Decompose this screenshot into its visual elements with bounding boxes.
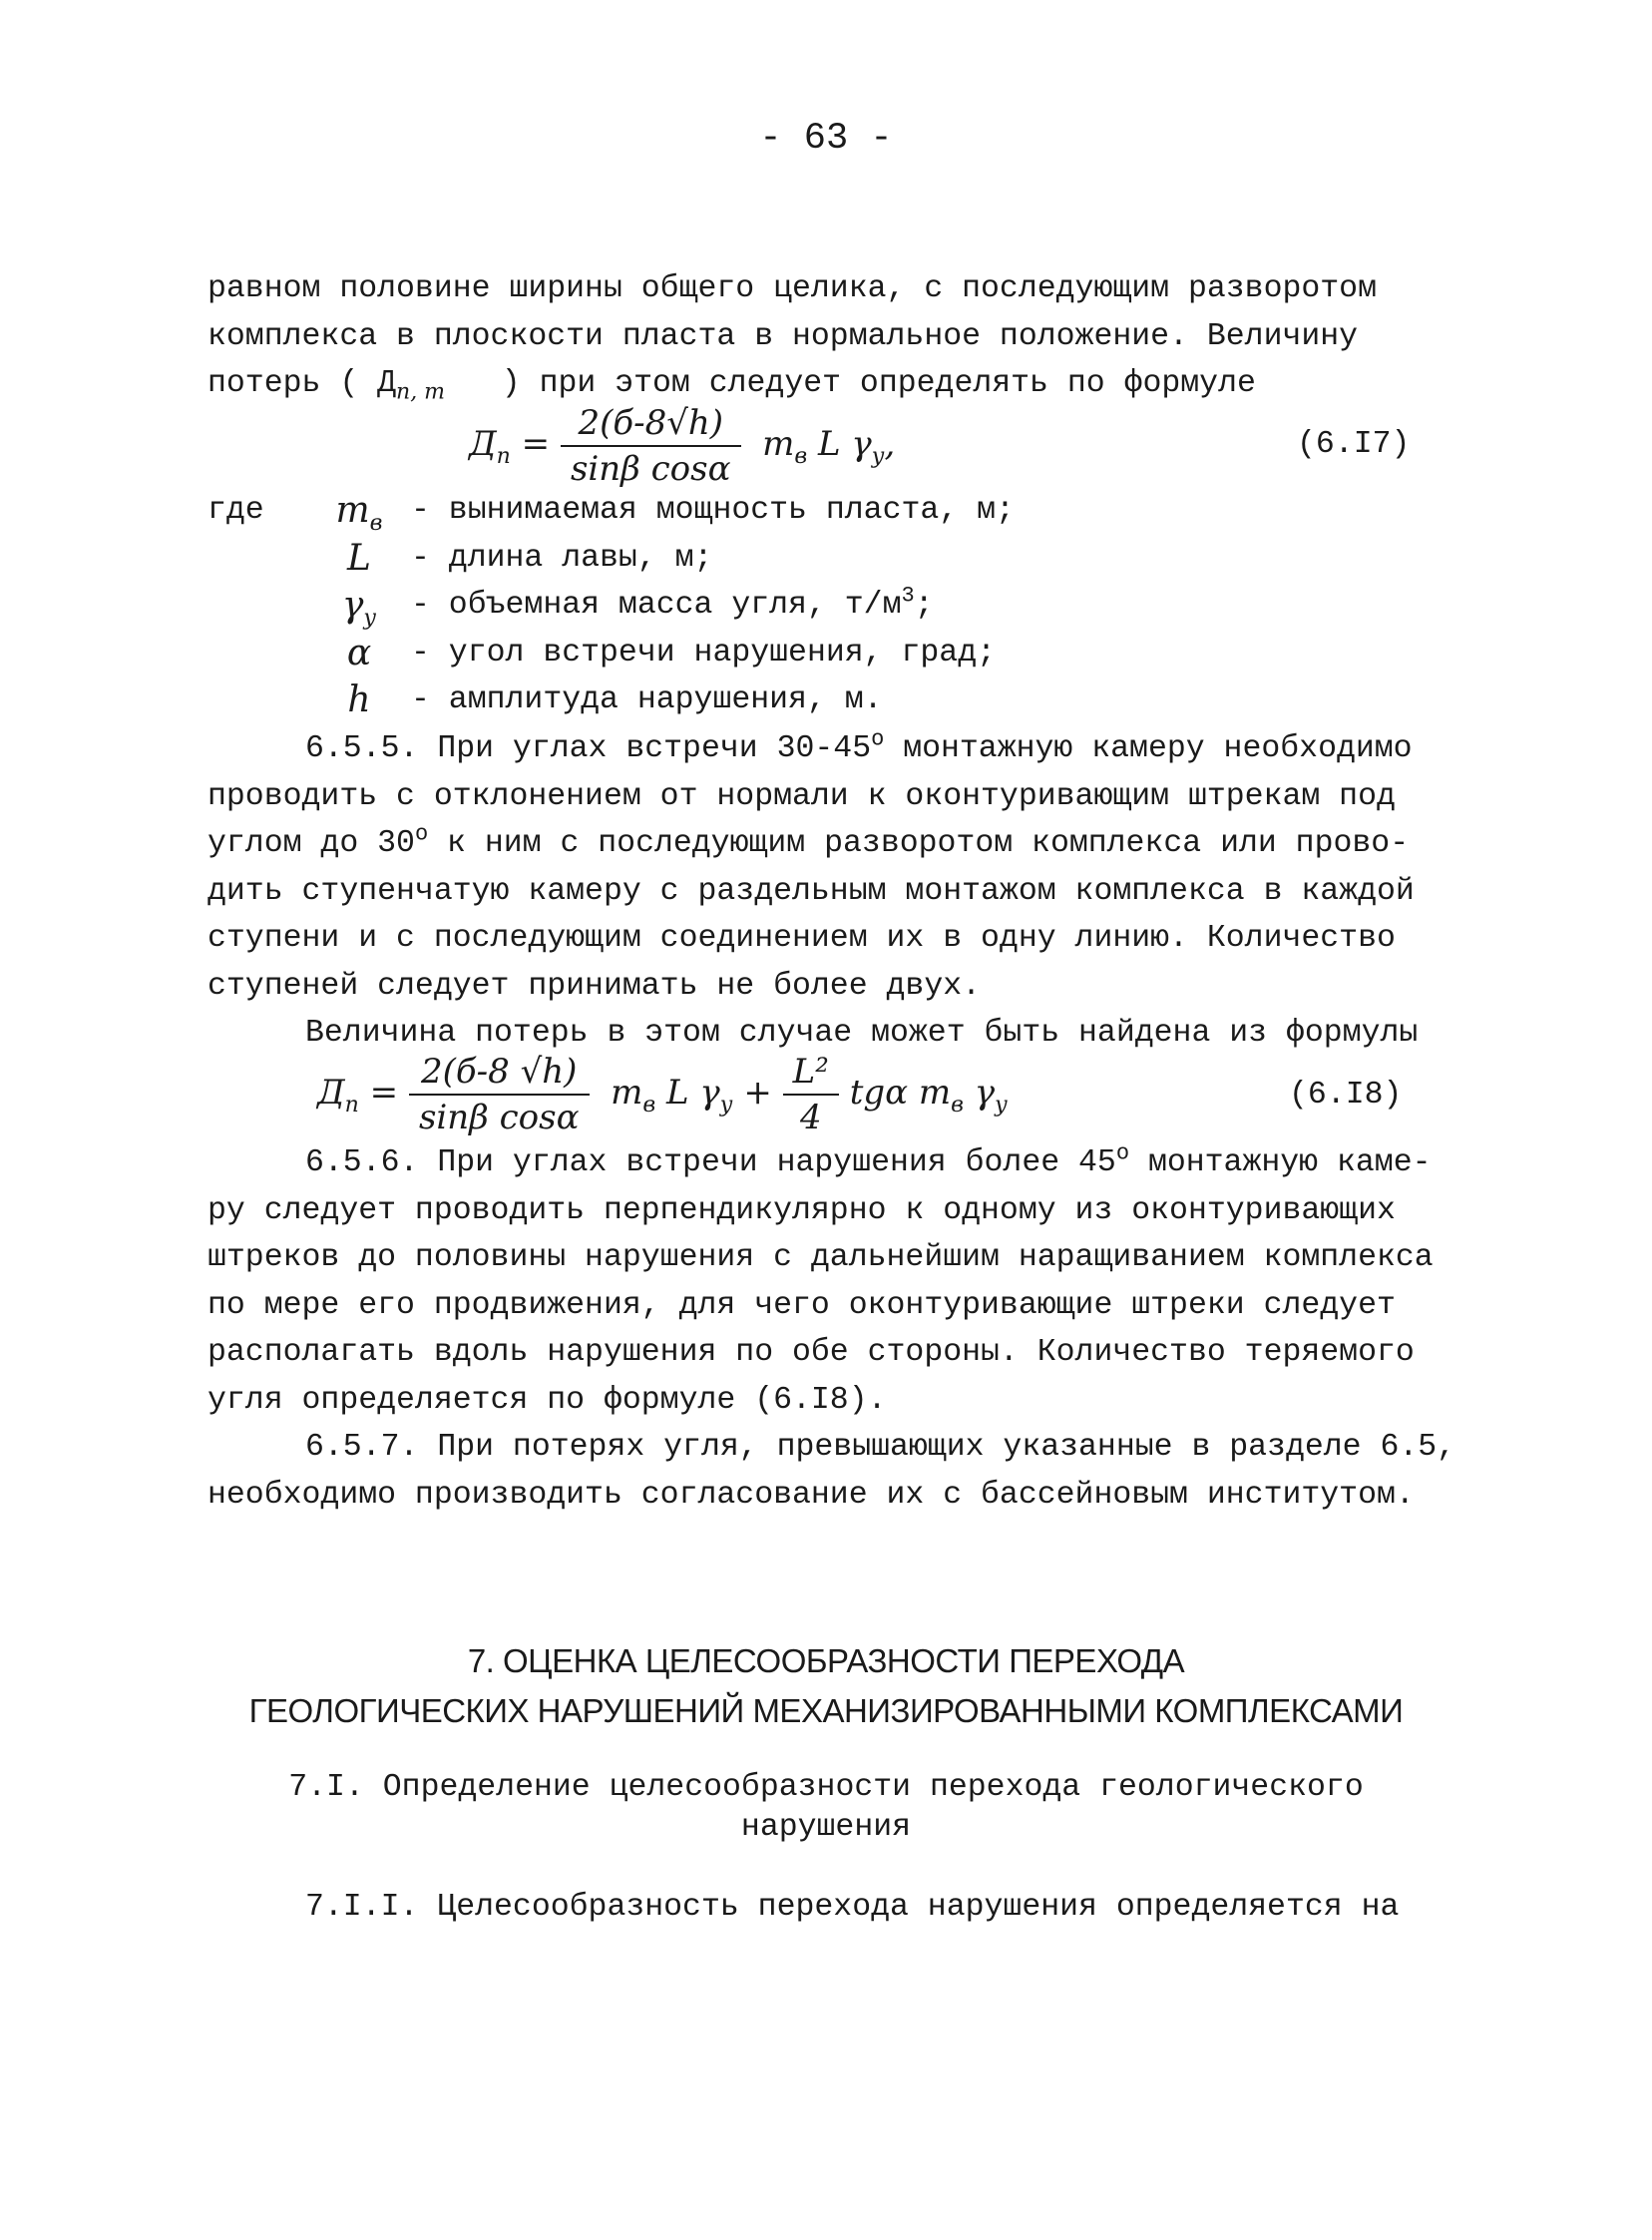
text-line: 6.5.5. При углах встречи $30-45^о$ монтажную камеру необходимо [305,726,1413,766]
text-line: проводить с отклонением от нормали к оконтуривающим штрекам под [207,778,1396,814]
text-line: необходимо производить согласование их с бассейновым институтом. [207,1477,1415,1513]
text-line: 6.5.6. При углах встречи нарушения более $45^о$ монтажную каме- [305,1140,1432,1180]
paragraph-7-1-1 [207,1884,1474,1932]
loss-symbol-note: п, т [396,379,446,405]
text-line: по мере его продвижения, для чего оконтуривающие штреки следует [207,1287,1396,1323]
text-line: Величина потерь в этом случае может быть найдена из формулы [305,1016,1419,1051]
definition-row: L - длина лавы, м; [347,537,713,579]
paragraph-6-5-6 [207,1139,1474,1424]
paragraph-6-5-5 [207,725,1474,1058]
text-line: равном половине ширины общего целика, с последующим разворотом [207,271,1377,306]
text-line: 7.I.I. Целесообразность перехода нарушения определяется на [305,1890,1400,1925]
definitions-list [207,487,1015,724]
formula-6-18: $Д_п$ = $\frac{2(б-8 √h)}{\text{sinβ cosα}}$ $m_в$ L $\gamma_у$ + $\frac{\text{L²}}{4}$ tgα $m_в$ $\gamma_у$ [317,1052,1008,1137]
equation-number-6-17: (6.I7) [1297,427,1411,462]
fraction: $\frac{\text{L²}}{4}$ [783,1052,839,1137]
definition-row: α - угол встречи нарушения, град; [346,632,996,673]
text-line: комплекса в плоскости пласта в нормальное положение. Величину [207,318,1359,354]
section-heading [0,1636,1652,1736]
formula-6-17: $Д_п$ = $\frac{2(б-8√h)}{\text{sinβ cosα}}$ $m_в$ L $\gamma_у$, [469,403,896,489]
text-line: ступеней следует принимать не более двух. [207,968,982,1004]
text-line: дить ступенчатую камеру с раздельным монтажом комплекса в каждой [207,873,1415,909]
definition-row: $\gamma_у$ - объемная масса угля, $т/м^3$; [341,583,934,632]
section-heading-line: 7. ОЦЕНКА ЦЕЛЕСООБРАЗНОСТИ ПЕРЕХОДА [467,1642,1185,1679]
section-heading-line: ГЕОЛОГИЧЕСКИХ НАРУШЕНИЙ МЕХАНИЗИРОВАННЫМИ КОМПЛЕКСАМИ [248,1692,1404,1729]
paragraph-intro [207,265,1474,408]
text-line: ру следует проводить перпендикулярно к одному из оконтуривающих [207,1192,1396,1228]
definitions-lead: где [207,493,264,528]
fraction: $\frac{2(б-8 √h)}{\text{sinβ cosα}}$ [409,1052,590,1137]
subsection-heading [0,1768,1652,1848]
fraction: $\frac{2(б-8√h)}{\text{sinβ cosα}}$ [561,403,741,489]
text-line: угля определяется по формуле (6.I8). [207,1382,887,1418]
subsection-heading-line: нарушения [740,1810,912,1845]
text-line: потерь ( $Д_{п, т}$ ) при этом следует определять по формуле [207,366,1256,405]
page-number: - 63 - [759,118,893,160]
paragraph-6-5-7 [207,1424,1474,1519]
text-line: располагать вдоль нарушения по обе стороны. Количество теряемого [207,1335,1415,1370]
subsection-heading-line: 7.I. Определение целесообразности перехода геологического [288,1770,1364,1805]
text-line: 6.5.7. При потерях угля, превышающих указанные в разделе 6.5, [305,1430,1456,1465]
definition-row: где $m_в$ - вынимаемая мощность пласта, м; [207,487,1015,535]
equation-number-6-18: (6.I8) [1289,1078,1403,1113]
text-line: углом до $30^о$ к ним с последующим разворотом комплекса или прово- [207,821,1410,861]
definition-row: h - амплитуда нарушения, м. [347,679,883,720]
text-line: ступени и с последующим соединением их в одну линию. Количество [207,921,1396,956]
text-line: штреков до половины нарушения с дальнейшим наращиванием комплекса [207,1240,1434,1275]
